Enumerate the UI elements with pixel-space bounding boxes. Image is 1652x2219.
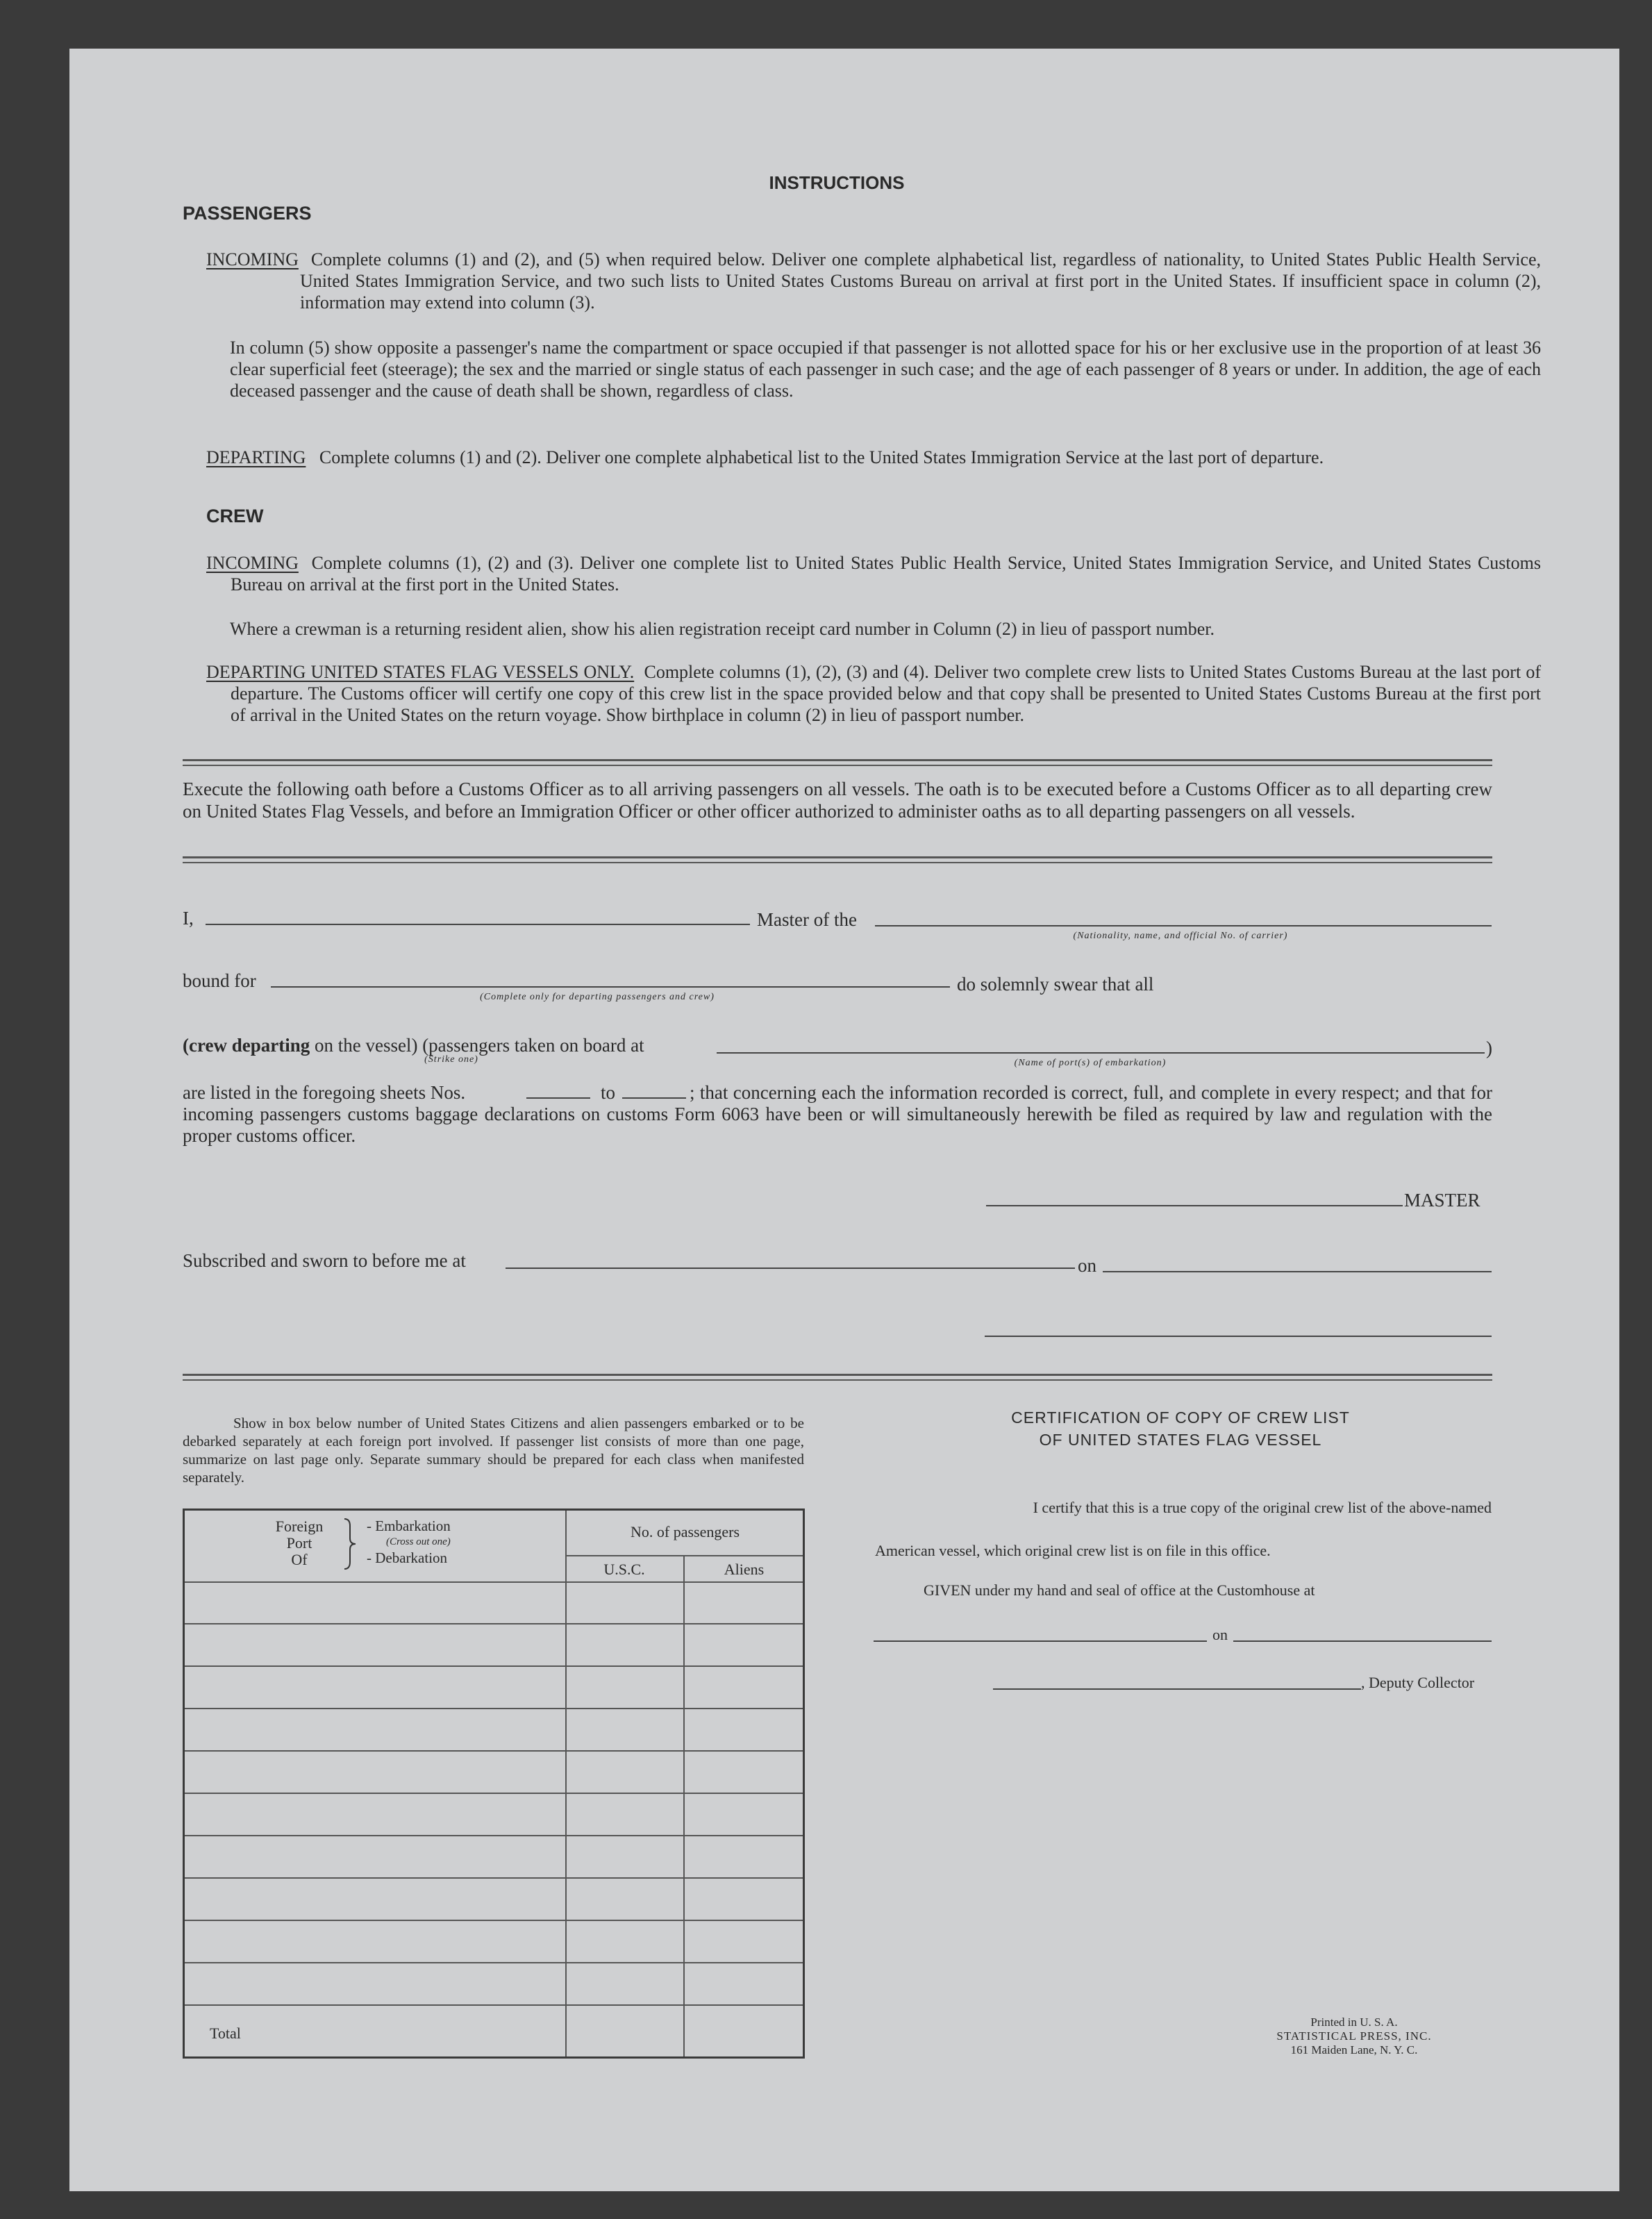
master-name-field[interactable] <box>206 924 750 925</box>
table-total-label: Total <box>210 2025 241 2042</box>
crew-departing-label: DEPARTING UNITED STATES FLAG VESSELS ONLY. <box>206 662 635 682</box>
subscribed-place-field[interactable] <box>506 1268 1075 1269</box>
form-page <box>69 49 1619 2191</box>
crew-incoming-paragraph <box>206 552 1541 595</box>
close-paren: ) <box>1486 1038 1492 1058</box>
deputy-collector-signature-field[interactable] <box>993 1688 1361 1690</box>
table-divider <box>185 1708 803 1709</box>
passengers-incoming-text: Complete columns (1) and (2), and (5) when required below. Deliver one complete alphabetical list, regardless of nationality, to United States Public Health Service, United States Immigration Service, and two such lists to United States Customs Bureau on arrival at first port in the United States. If insufficient space in column (2), information may extend into column (3). <box>300 249 1542 313</box>
passengers-title: PASSENGERS <box>183 203 312 224</box>
subscribed-on-label: on <box>1078 1255 1096 1276</box>
customhouse-place-field[interactable] <box>874 1640 1207 1642</box>
oath-i-label: I, <box>183 908 194 929</box>
crew-departing-label: (crew departing <box>183 1035 310 1056</box>
table-divider <box>185 1581 803 1583</box>
subscribed-label: Subscribed and sworn to before me at <box>183 1250 466 1271</box>
table-divider <box>565 1511 567 2056</box>
passengers-departing-paragraph <box>206 447 1541 468</box>
printer-line1: Printed in U. S. A. <box>1310 2016 1398 2029</box>
passengers-column5-paragraph: In column (5) show opposite a passenger's name the compartment or space occupied if that passenger is not allotted space for his or her exclusive use in the proportion of at least 36 clear superficial feet (steerage); the sex and the married or single status of each passenger in such case; and the age of each passenger of 8 years or under. In addition, the age of each deceased passenger and the cause of death shall be shown, regardless of class. <box>230 338 1541 401</box>
certification-on-label: on <box>1212 1626 1228 1643</box>
table-divider <box>185 1623 803 1624</box>
bound-for-field[interactable] <box>271 986 950 988</box>
on-the-vessel-label: on the vessel) <box>314 1035 418 1056</box>
brace-icon <box>343 1518 358 1570</box>
crew-title: CREW <box>206 506 264 526</box>
listed-text: ; that concerning each the information recorded is correct, full, and complete in every respect; and that for incoming passengers customs baggage declarations on customs Form 6063 have been or will simultaneously herewith be filed as required by law and regulation with the proper customs officer. <box>183 1082 1492 1146</box>
master-label: MASTER <box>1404 1190 1480 1211</box>
port-note: (Name of port(s) of embarkation) <box>1014 1058 1167 1068</box>
crew-departing-paragraph <box>206 661 1541 726</box>
table-embarkation: - Embarkation <box>367 1518 451 1534</box>
table-divider <box>185 1877 803 1879</box>
printer-imprint <box>1250 2016 1458 2057</box>
table-usc-header: U.S.C. <box>603 1561 645 1578</box>
oath-instruction: Execute the following oath before a Customs Officer as to all arriving passengers on all vessels. The oath is to be executed before a Customs Officer as to all departing crew on United States Flag Vessels, and before an Immigration Officer or other officer authorized to administer oaths as to all departing passengers on all vessels. <box>183 779 1492 822</box>
crew-departing-text: Complete columns (1), (2), (3) and (4). Deliver two complete crew lists to United States Customs Bureau at the last port of departure. The Customs officer will certify one copy of this crew list in the space provided below and that copy shall be presented to United States Customs Bureau at the first port of arrival in the United States on the return voyage. Show birthplace in column (2) in lieu of passport number. <box>231 662 1541 725</box>
master-signature-field[interactable] <box>986 1205 1403 1206</box>
deputy-collector-label: , Deputy Collector <box>1361 1674 1475 1691</box>
table-divider <box>185 1920 803 1921</box>
table-divider <box>565 1555 803 1556</box>
crew-incoming-label: INCOMING <box>206 553 299 573</box>
table-of: Of <box>291 1551 308 1568</box>
bound-note: (Complete only for departing passengers and crew) <box>480 992 715 1002</box>
crew-incoming-text: Complete columns (1), (2) and (3). Deliver one complete list to United States Public Health Service, United States Immigration Service, and United States Customs Bureau on arrival at the first port in the United States. <box>231 553 1541 595</box>
table-divider <box>185 1962 803 1963</box>
officer-signature-field[interactable] <box>985 1336 1492 1337</box>
given-line: GIVEN under my hand and seal of office at the Customhouse at <box>924 1581 1315 1599</box>
passengers-taken-label: (passengers taken on board at <box>422 1035 644 1056</box>
divider <box>183 1374 1492 1381</box>
table-passengers-header: No. of passengers <box>630 1523 740 1540</box>
table-debarkation: - Debarkation <box>367 1549 448 1566</box>
printer-line2: STATISTICAL PRESS, INC. <box>1276 2029 1432 2043</box>
passenger-summary-table <box>183 1509 805 2059</box>
listed-line: are listed in the foregoing sheets Nos. <box>183 1082 466 1103</box>
master-of-the-label: Master of the <box>757 909 857 930</box>
embarkation-port-field[interactable] <box>717 1052 1485 1054</box>
swear-label: do solemnly swear that all <box>957 974 1154 995</box>
passengers-incoming-paragraph <box>206 249 1541 313</box>
certification-title-line2: OF UNITED STATES FLAG VESSEL <box>1039 1431 1322 1449</box>
carrier-note: (Nationality, name, and official No. of carrier) <box>1073 931 1288 941</box>
table-port: Port <box>286 1534 312 1552</box>
certification-date-field[interactable] <box>1233 1640 1492 1642</box>
passengers-departing-text: Complete columns (1) and (2). Deliver one complete alphabetical list to the United States Immigration Service at the last port of departure. <box>319 447 1324 467</box>
carrier-field[interactable] <box>875 925 1492 926</box>
summary-note: Show in box below number of United States Citizens and alien passengers embarked or to be debarked separately at each foreign port involved. If passenger list consists of more than one page, summarize on last page only. Separate summary should be prepared for each class when manifested separately. <box>183 1415 804 1486</box>
table-aliens-header: Aliens <box>724 1561 765 1578</box>
certify-line-b: American vessel, which original crew list is on file in this office. <box>875 1542 1271 1559</box>
subscribed-date-field[interactable] <box>1103 1271 1492 1272</box>
crew-resident-paragraph: Where a crewman is a returning resident alien, show his alien registration receipt card number in Column (2) in lieu of passport number. <box>230 619 1215 639</box>
certification-title-line1: CERTIFICATION OF COPY OF CREW LIST <box>1011 1408 1350 1427</box>
table-divider <box>185 1750 803 1752</box>
crew-passengers-line <box>183 1035 644 1056</box>
table-divider <box>683 1555 685 2056</box>
table-divider <box>185 1793 803 1794</box>
strike-one-note: (Strike one) <box>424 1054 478 1065</box>
passengers-departing-label: DEPARTING <box>206 447 306 467</box>
table-cross-out: (Cross out one) <box>386 1536 451 1547</box>
bound-for-label: bound for <box>183 970 256 991</box>
table-divider <box>185 1665 803 1667</box>
passengers-incoming-label: INCOMING <box>206 249 299 269</box>
table-divider <box>185 2004 803 2006</box>
certify-line-a: I certify that this is a true copy of the original crew list of the above-named <box>1033 1499 1492 1516</box>
printer-line3: 161 Maiden Lane, N. Y. C. <box>1290 2043 1418 2056</box>
divider <box>183 856 1492 863</box>
table-foreign: Foreign <box>275 1518 324 1535</box>
table-divider <box>185 1835 803 1836</box>
divider <box>183 759 1492 766</box>
listed-to-label: to <box>601 1082 616 1103</box>
instructions-heading: INSTRUCTIONS <box>769 172 905 193</box>
